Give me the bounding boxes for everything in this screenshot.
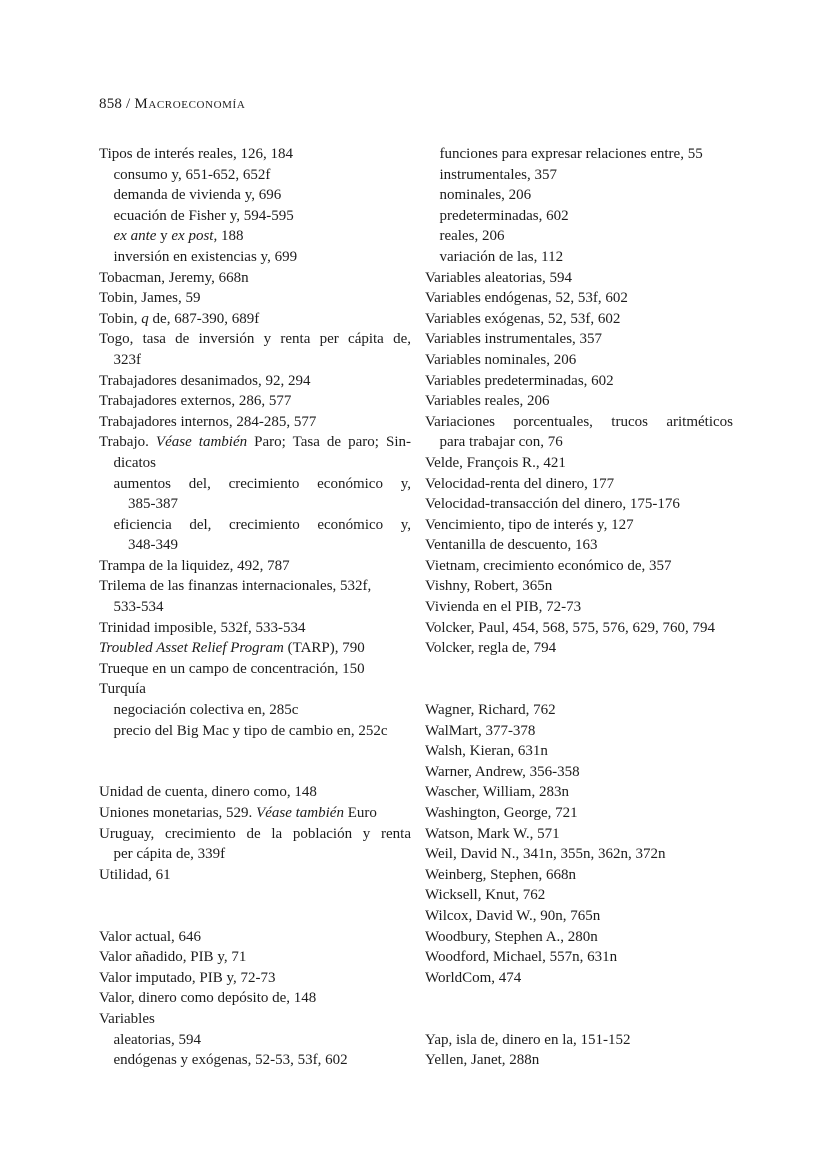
index-entry: per cápita de, 339f (113, 846, 226, 863)
index-entry: Vishny, Robert, 365n (425, 578, 553, 595)
index-entry: Variables instrumentales, 357 (425, 331, 603, 348)
index-entry: aumentos del, crecimiento económico y, (113, 475, 411, 492)
index-entry: inversión en existencias y, 699 (113, 248, 298, 265)
index-spacer (99, 762, 411, 783)
index-entry: aleatorias, 594 (113, 1031, 201, 1048)
index-entry: Wicksell, Knut, 762 (425, 887, 546, 904)
index-spacer (99, 906, 411, 927)
index-entry: Washington, George, 721 (425, 805, 578, 821)
index-entry: endógenas y exógenas, 52-53, 53f, 602 (113, 1052, 348, 1069)
index-entry: consumo y, 651-652, 652f (113, 166, 271, 183)
index-entry-text: Euro (343, 805, 377, 821)
index-entry: Wascher, William, 283n (425, 784, 569, 801)
index-entry: variación de las, 112 (439, 248, 564, 265)
index-spacer (99, 885, 411, 906)
index-entry: 348-349 (128, 537, 178, 554)
index-entry: Tobin, James, 59 (99, 290, 201, 307)
index-entry: Wilcox, David W., 90n, 765n (425, 907, 601, 924)
index-entry: Trampa de la liquidez, 492, 787 (99, 557, 290, 574)
index-entry: Togo, tasa de inversión y renta per cápita de, (99, 331, 411, 348)
index-entry-text: Tobin, (99, 310, 142, 327)
index-entry: Wagner, Richard, 762 (425, 702, 556, 719)
index-entry (99, 309, 411, 330)
index-entry: Vivienda en el PIB, 72-73 (425, 599, 582, 616)
index-entry: Trabajadores desanimados, 92, 294 (99, 372, 311, 389)
index-entry: 533-534 (113, 599, 164, 616)
index-entry: para trabajar con, 76 (439, 434, 563, 451)
index-entry-text: 188 (217, 228, 244, 245)
index-entry: Variables endógenas, 52, 53f, 602 (425, 290, 628, 307)
index-entry-text: Trabajo. (99, 434, 156, 451)
index-entry: negociación colectiva en, 285c (113, 702, 299, 719)
index-entry: Vietnam, crecimiento económico de, 357 (425, 557, 672, 574)
index-entry: Volcker, regla de, 794 (425, 640, 557, 657)
index-entry: nominales, 206 (439, 187, 532, 204)
index-entry: dicatos (113, 454, 156, 471)
index-entry: Variables predeterminadas, 602 (425, 372, 614, 389)
index-entry: Yellen, Janet, 288n (425, 1052, 540, 1069)
index-entry: demanda de vivienda y, 696 (113, 187, 282, 204)
index-entry: Variables nominales, 206 (425, 351, 577, 368)
index-entry: reales, 206 (439, 228, 505, 245)
index-entry: Yap, isla de, dinero en la, 151-152 (425, 1031, 631, 1048)
index-spacer (425, 988, 733, 1009)
page-number: 858 (99, 96, 123, 112)
index-entry: Variables reales, 206 (425, 393, 550, 410)
index-entry: 385-387 (128, 496, 178, 513)
index-entry-text: y (156, 228, 172, 245)
index-entry: precio del Big Mac y tipo de cambio en, 252c (113, 722, 388, 739)
index-entry: instrumentales, 357 (439, 166, 557, 183)
index-entry: Woodford, Michael, 557n, 631n (425, 949, 618, 966)
index-spacer (425, 659, 733, 680)
index-entry: Tobacman, Jeremy, 668n (99, 269, 249, 286)
index-entry: Velocidad-transacción del dinero, 175-176 (425, 496, 680, 513)
index-column-left (99, 144, 411, 1071)
index-entry-text: Paro; Tasa de paro; Sin- (247, 434, 411, 451)
index-entry: Valor actual, 646 (99, 928, 202, 945)
index-entry: Trabajadores externos, 286, 577 (99, 393, 292, 410)
index-spacer (425, 679, 733, 700)
index-entry-text: de, 687-390, 689f (148, 310, 260, 327)
index-entry: WorldCom, 474 (425, 969, 522, 986)
index-entry: Trilema de las finanzas internacionales, 532f, (99, 578, 372, 595)
index-spacer (425, 1009, 733, 1030)
index-entry: Turquía (99, 681, 146, 698)
index-entry: Volcker, Paul, 454, 568, 575, 576, 629, 760, 794 (425, 619, 715, 636)
index-entry: Watson, Mark W., 571 (425, 825, 560, 842)
header-separator: / (122, 96, 135, 112)
index-entry: Trabajadores internos, 284-285, 577 (99, 413, 317, 430)
index-entry: Trinidad imposible, 532f, 533-534 (99, 619, 306, 636)
index-entry: eficiencia del, crecimiento económico y, (113, 516, 411, 533)
index-entry: Valor, dinero como depósito de, 148 (99, 990, 317, 1007)
index-column-right (425, 144, 733, 1071)
index-entry (99, 803, 411, 824)
index-entry: ecuación de Fisher y, 594-595 (113, 207, 294, 224)
index-entry (99, 226, 411, 247)
index-entry-italic: Troubled Asset Relief Program (99, 640, 284, 657)
index-entry: Valor imputado, PIB y, 72-73 (99, 969, 276, 986)
index-entry-italic: ex ante (113, 228, 157, 245)
index-entry-text: (TARP), 790 (283, 640, 365, 657)
index-entry: Weinberg, Stephen, 668n (425, 866, 576, 883)
running-header (99, 96, 245, 113)
index-entry: Variables (99, 1010, 155, 1027)
index-entry: Walsh, Kieran, 631n (425, 743, 548, 760)
index-entry: Variables exógenas, 52, 53f, 602 (425, 310, 621, 327)
index-entry-italic: ex post, (171, 228, 218, 245)
index-entry: Warner, Andrew, 356-358 (425, 763, 580, 780)
index-entry: Vencimiento, tipo de interés y, 127 (425, 516, 634, 533)
index-entry: Unidad de cuenta, dinero como, 148 (99, 784, 317, 801)
index-entry: Variables aleatorias, 594 (425, 269, 573, 286)
index-entry-italic: q (141, 310, 149, 327)
index-entry: WalMart, 377-378 (425, 722, 536, 739)
index-entry: Uruguay, crecimiento de la población y renta (99, 825, 411, 842)
index-entry-italic: Véase también (155, 434, 248, 451)
index-entry: predeterminadas, 602 (439, 207, 569, 224)
index-entry: Variaciones porcentuales, trucos aritméticos (425, 413, 733, 430)
index-entry: Valor añadido, PIB y, 71 (99, 949, 247, 966)
book-title: Macroeconomía (134, 96, 246, 112)
index-entry (99, 638, 411, 659)
index-entry: Trueque en un campo de concentración, 150 (99, 660, 365, 677)
index-spacer (99, 741, 411, 762)
index-entry (99, 432, 411, 453)
index-entry: funciones para expresar relaciones entre, 55 (439, 146, 703, 162)
index-entry: Tipos de interés reales, 126, 184 (99, 146, 294, 162)
index-entry: Woodbury, Stephen A., 280n (425, 928, 598, 945)
index-entry: Utilidad, 61 (99, 866, 171, 883)
index-entry: Velde, François R., 421 (425, 454, 566, 471)
index-entry-text: Uniones monetarias, 529. (99, 805, 257, 821)
index-entry-italic: Véase también (256, 805, 344, 821)
index-entry: Ventanilla de descuento, 163 (425, 537, 598, 554)
index-entry: Weil, David N., 341n, 355n, 362n, 372n (425, 846, 666, 863)
index-entry: 323f (113, 351, 141, 368)
index-entry: Velocidad-renta del dinero, 177 (425, 475, 615, 492)
